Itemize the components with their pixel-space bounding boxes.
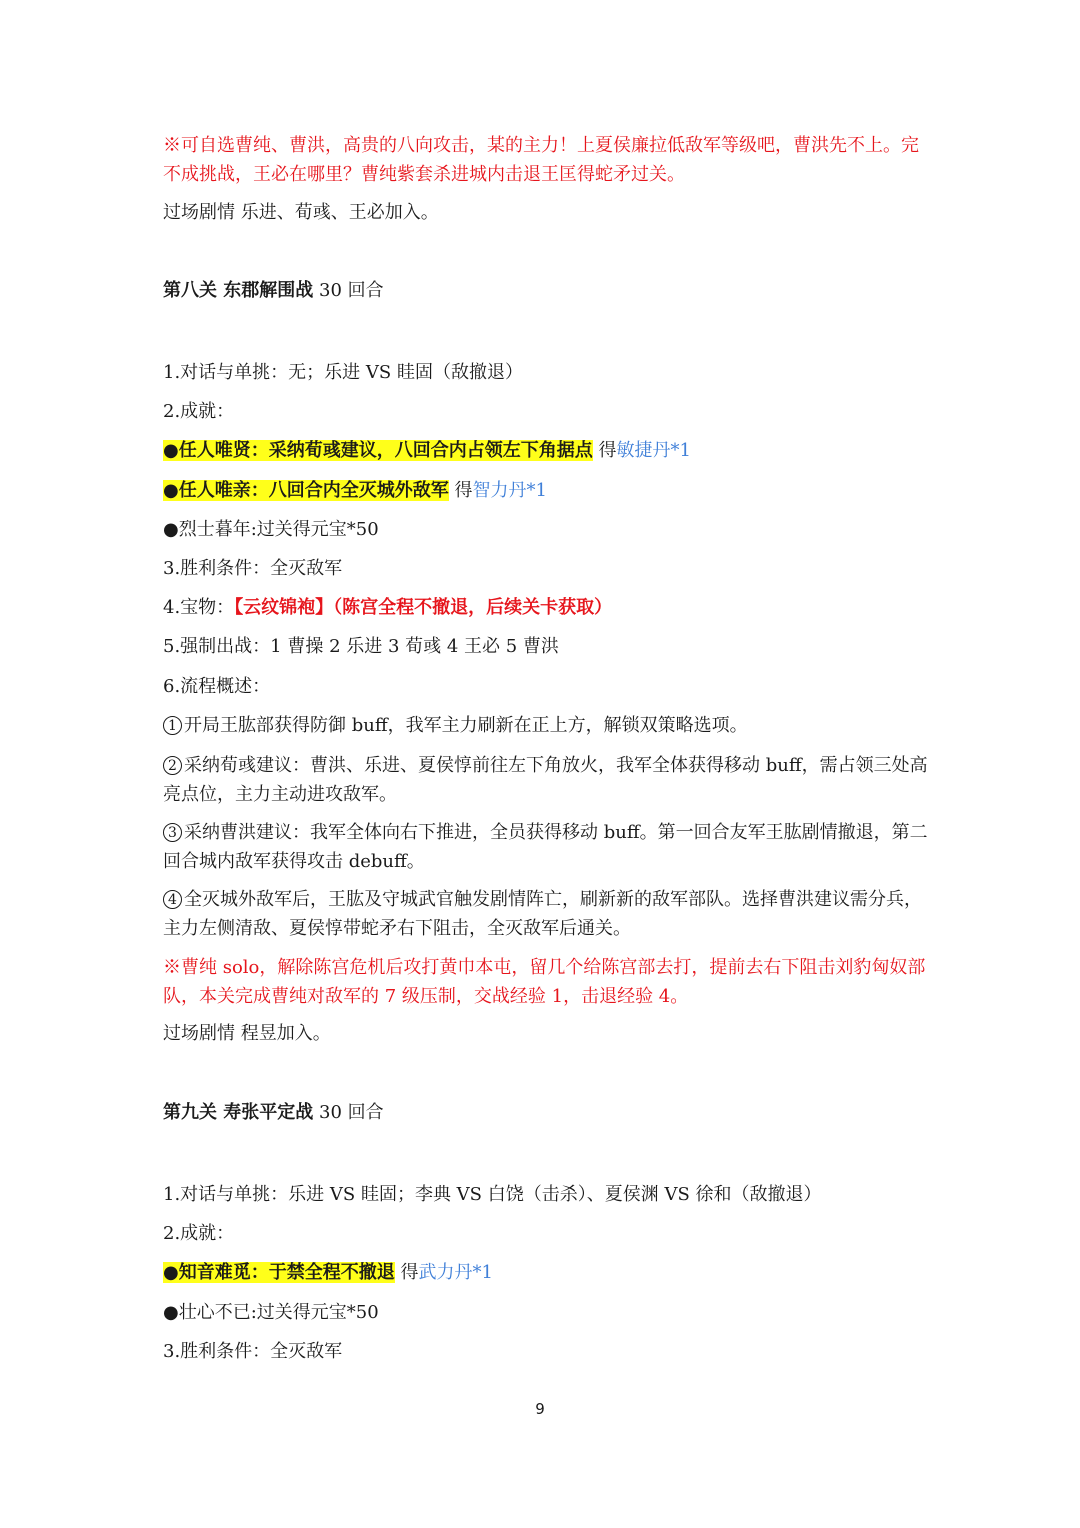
achievement-highlight: ●知音难觅：于禁全程不撤退 (163, 1262, 395, 1283)
circled-number: 1 (163, 716, 182, 735)
stage-title: 第八关 东郡解围战 (163, 280, 314, 301)
circled-number: 4 (163, 890, 182, 909)
flow-step-text: 采纳荀彧建议：曹洪、乐进、夏侯惇前往左下角放火，我军全体获得移动 buff，需占领三处高亮点位，主力主动进攻敌军。 (163, 755, 928, 805)
cutscene-text: 过场剧情 程昱加入。 (163, 1023, 331, 1044)
treasure-label: 4.宝物： (163, 597, 235, 618)
duel-line: 1.对话与单挑：无；乐进 VS 眭固（敌撤退） (163, 362, 523, 383)
stage-rounds: 30 回合 (319, 280, 384, 301)
duel-line: 1.对话与单挑：乐进 VS 眭固；李典 VS 白饶（击杀）、夏侯渊 VS 徐和（敌撤退） (163, 1184, 822, 1205)
flow-step-text: 采纳曹洪建议：我军全体向右下推进，全员获得移动 buff。第一回合友军王肱剧情撤退，第二回合城内敌军获得攻击 debuff。 (163, 822, 928, 872)
stage-rounds: 30 回合 (319, 1102, 384, 1123)
victory-condition: 3.胜利条件：全灭敌军 (163, 558, 343, 579)
achievement-reward: 智力丹*1 (472, 480, 547, 501)
flow-step (163, 818, 933, 876)
stage-note: ※曹纯 solo，解除陈宫危机后攻打黄巾本屯，留几个给陈宫部去打，提前去右下阻击刘豹匈奴部队，本关完成曹纯对敌军的 7 级压制，交战经验 1，击退经验 4。 (163, 957, 926, 1007)
achievement-highlight: ●任人唯亲：八回合内全灭城外敌军 (163, 480, 449, 501)
circled-number: 3 (163, 823, 182, 842)
forced-deploy: 5.强制出战：1 曹操 2 乐进 3 荀彧 4 王必 5 曹洪 (163, 636, 559, 657)
treasure-value: 【云纹锦袍】（陈宫全程不撤退，后续关卡获取） (234, 597, 613, 618)
achievement-item (163, 1259, 933, 1287)
flow-step (163, 885, 933, 943)
flow-step (163, 751, 933, 809)
achievement-item: ●烈士暮年:过关得元宝*50 (163, 519, 379, 540)
page-number: 9 (535, 1400, 545, 1418)
circled-number: 2 (163, 756, 182, 775)
achievement-get: 得 (400, 1262, 419, 1283)
treasure-line (163, 594, 933, 622)
achievement-reward: 敏捷丹*1 (616, 440, 691, 461)
victory-condition: 3.胜利条件：全灭敌军 (163, 1341, 343, 1362)
achievement-item (163, 437, 933, 465)
achievements-header: 2.成就： (163, 401, 235, 422)
flow-step-text: 开局王肱部获得防御 buff，我军主力刷新在正上方，解锁双策略选项。 (184, 715, 748, 736)
note-top: ※可自选曹纯、曹洪，高贵的八向攻击，某的主力！上夏侯廉拉低敌军等级吧，曹洪先不上。完不成挑战，王必在哪里？曹纯紫套杀进城内击退王匡得蛇矛过关。 (163, 135, 919, 185)
cutscene-text: 过场剧情 乐进、荀彧、王必加入。 (163, 202, 439, 223)
achievement-item: ●壮心不已:过关得元宝*50 (163, 1302, 379, 1323)
flow-header: 6.流程概述： (163, 676, 271, 697)
stage-title: 第九关 寿张平定战 (163, 1102, 314, 1123)
achievement-get: 得 (598, 440, 617, 461)
achievement-get: 得 (454, 480, 473, 501)
stage-9-heading (163, 1099, 933, 1127)
achievements-header: 2.成就： (163, 1223, 235, 1244)
achievement-reward: 武力丹*1 (418, 1262, 493, 1283)
flow-step (163, 712, 933, 740)
stage-8-heading (163, 277, 933, 305)
achievement-item (163, 477, 933, 505)
achievement-highlight: ●任人唯贤：采纳荀彧建议，八回合内占领左下角据点 (163, 440, 593, 461)
flow-step-text: 全灭城外敌军后，王肱及守城武官触发剧情阵亡，刷新新的敌军部队。选择曹洪建议需分兵，主力左侧清敌、夏侯惇带蛇矛右下阻击，全灭敌军后通关。 (163, 889, 922, 939)
